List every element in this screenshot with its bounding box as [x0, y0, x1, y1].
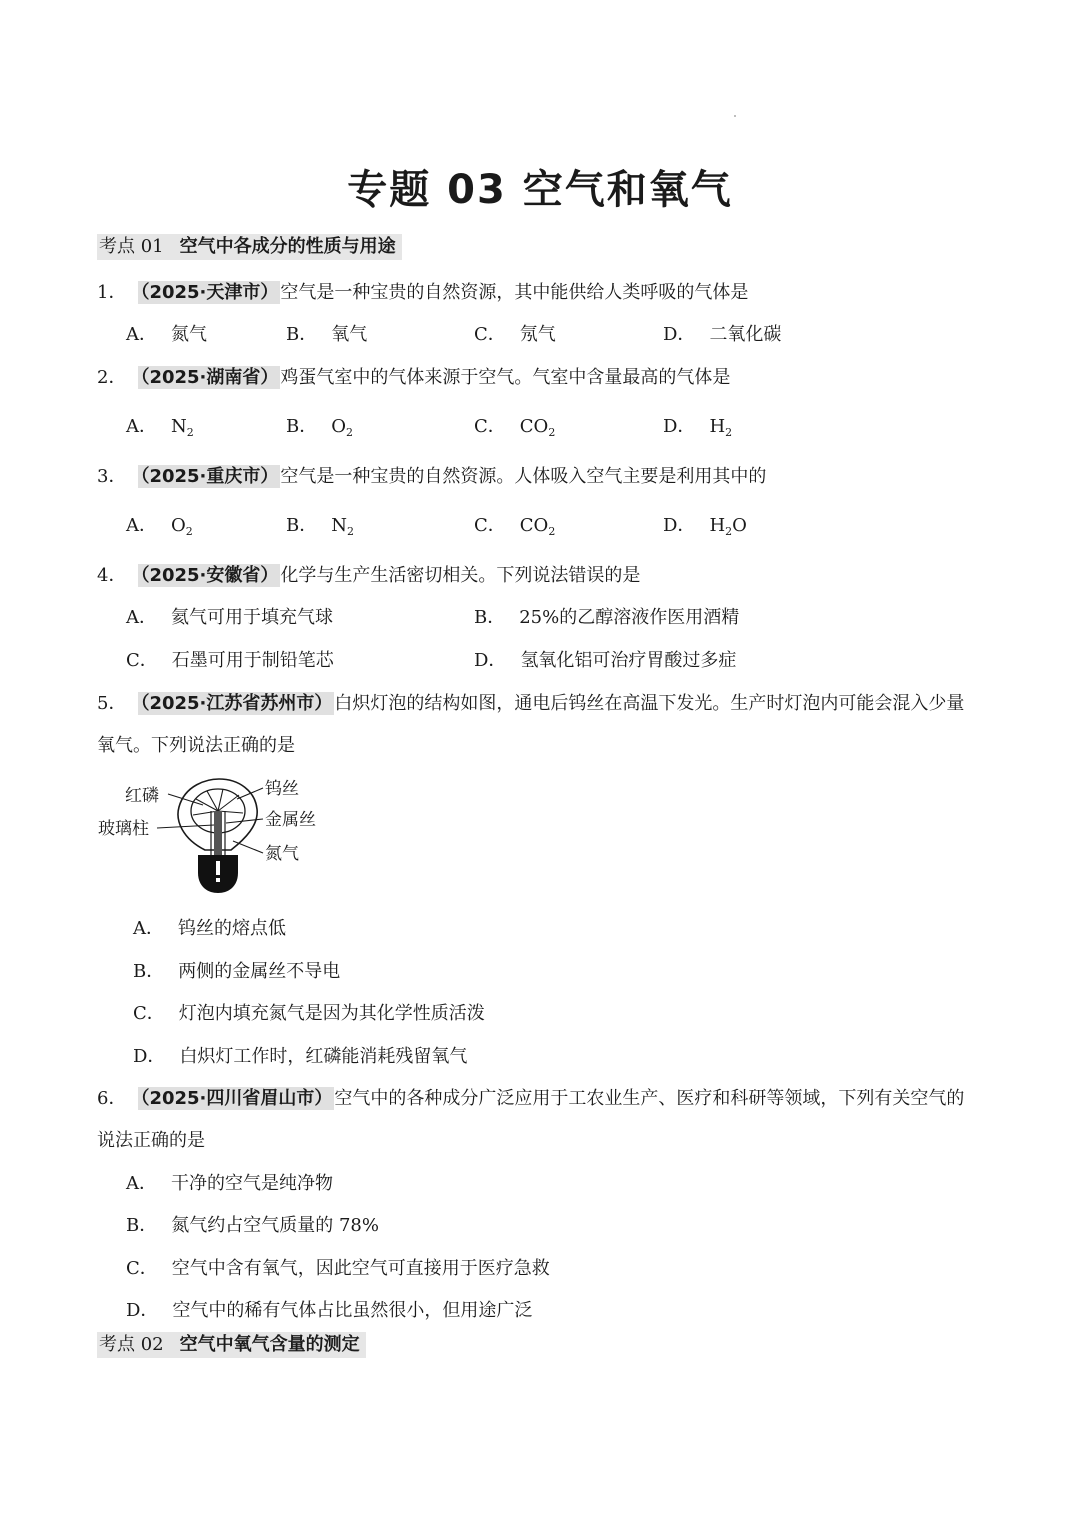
question-stem: 空气是一种宝贵的自然资源。人体吸入空气主要是利用其中的	[280, 466, 767, 487]
option-d: D． 二氧化碳	[663, 324, 782, 345]
option-c: C． 氖气	[474, 324, 556, 345]
question-number: 5．	[97, 693, 127, 714]
question-stem: 空气中的各种成分广泛应用于工农业生产、医疗和科研等领域，下列有关空气的	[334, 1088, 965, 1109]
section-code: 考点 01	[99, 236, 164, 257]
question-stem: 化学与生产生活密切相关。下列说法错误的是	[280, 565, 641, 586]
question-source: （2025·四川省眉山市）	[140, 1088, 333, 1109]
section-heading-02	[97, 1332, 366, 1358]
question-source: （2025·湖南省）	[140, 367, 279, 388]
label-tungsten: 钨丝	[265, 779, 299, 799]
section-title: 空气中各成分的性质与用途	[179, 236, 396, 257]
option-b: B． 25%的乙醇溶液作医用酒精	[474, 607, 740, 628]
option-d: D． 氢氧化铝可治疗胃酸过多症	[474, 650, 737, 671]
option-d: D． $H_2O$	[663, 515, 747, 538]
option-a: A． 氦气可用于填充气球	[126, 607, 333, 628]
question-stem-continued: 氧气。下列说法正确的是	[97, 735, 295, 756]
question-source: （2025·重庆市）	[140, 466, 279, 487]
label-red-phosphorus: 红磷	[125, 786, 159, 806]
label-glass-rod: 玻璃柱	[98, 819, 149, 839]
base-contact	[216, 861, 220, 875]
question-3	[97, 464, 766, 490]
leader-lines	[157, 788, 263, 853]
question-number: 6．	[97, 1088, 127, 1109]
option-a: A． $O_2$	[126, 515, 193, 538]
question-4	[97, 563, 640, 589]
question-source: （2025·天津市）	[140, 282, 279, 303]
question-stem-continued: 说法正确的是	[97, 1130, 205, 1151]
option-c: C． 石墨可用于制铅笔芯	[126, 650, 334, 671]
question-number: 4．	[97, 565, 127, 586]
option-b: B． 氧气	[286, 324, 368, 345]
question-number: 2．	[97, 367, 127, 388]
option-c: C． 空气中含有氧气，因此空气可直接用于医疗急救	[126, 1258, 550, 1279]
option-a: A． 氮气	[126, 324, 207, 345]
question-stem: 白炽灯泡的结构如图，通电后钨丝在高温下发光。生产时灯泡内可能会混入少量	[334, 693, 965, 714]
option-c: C． $CO_2$	[474, 515, 556, 538]
label-nitrogen: 氮气	[265, 844, 299, 864]
option-d: D． $H_2$	[663, 416, 733, 439]
option-a: A． 干净的空气是纯净物	[126, 1173, 333, 1194]
question-2	[97, 365, 730, 391]
option-b: B． $N_2$	[286, 515, 354, 538]
question-number: 1．	[97, 282, 127, 303]
option-b: B． $O_2$	[286, 416, 353, 439]
light-bulb-diagram	[95, 775, 335, 900]
question-stem: 鸡蛋气室中的气体来源于空气。气室中含量最高的气体是	[280, 367, 731, 388]
option-c: C． $CO_2$	[474, 416, 556, 439]
question-1	[97, 280, 748, 306]
option-d: D． 白炽灯工作时，红磷能消耗残留氧气	[133, 1046, 468, 1067]
scan-speck	[734, 115, 736, 117]
option-a: A． $N_2$	[126, 416, 194, 439]
question-stem: 空气是一种宝贵的自然资源，其中能供给人类呼吸的气体是	[280, 282, 749, 303]
question-source: （2025·安徽省）	[140, 565, 279, 586]
option-b: B． 氮气约占空气质量的 78%	[126, 1215, 379, 1236]
question-source: （2025·江苏省苏州市）	[140, 693, 333, 714]
option-a: A． 钨丝的熔点低	[133, 918, 286, 939]
question-5	[97, 691, 964, 717]
section-heading-01	[97, 234, 402, 260]
section-title: 空气中氧气含量的测定	[179, 1334, 360, 1355]
glass-rod	[214, 811, 222, 855]
page-title: 专题 03 空气和氧气	[347, 167, 733, 213]
option-d: D． 空气中的稀有气体占比虽然很小，但用途广泛	[126, 1300, 533, 1321]
question-number: 3．	[97, 466, 127, 487]
label-metal-wire: 金属丝	[265, 810, 316, 830]
question-6	[97, 1086, 964, 1112]
option-c: C． 灯泡内填充氮气是因为其化学性质活泼	[133, 1003, 485, 1024]
option-b: B． 两侧的金属丝不导电	[133, 961, 341, 982]
section-code: 考点 02	[99, 1334, 164, 1355]
